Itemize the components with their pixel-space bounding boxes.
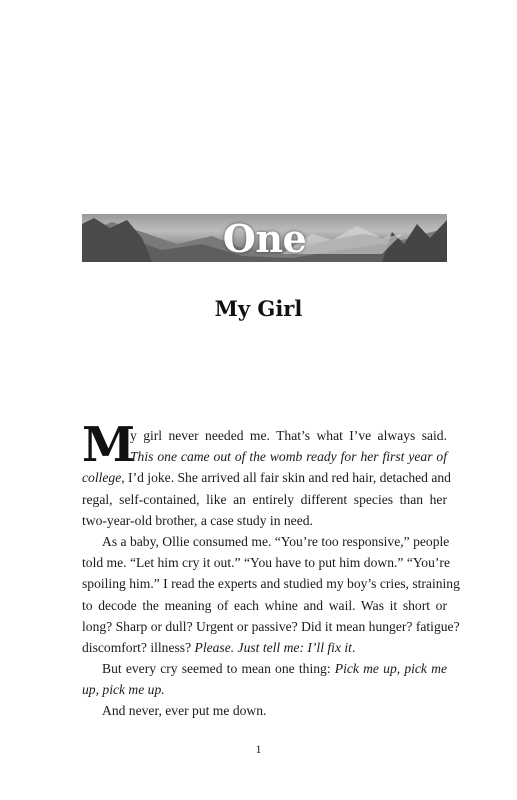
body-text	[82, 417, 460, 722]
text-span: .	[351, 639, 356, 655]
page-number: 1	[255, 742, 262, 756]
text-line	[82, 467, 451, 488]
text-span: Pick me up, pick me	[334, 661, 447, 677]
text-line: This one came out of the womb ready for her first year of	[130, 449, 447, 465]
text-span: college	[82, 470, 122, 486]
text-line: told me. “Let him cry it out.” “You have to put him down.” “You’re	[82, 555, 450, 571]
text-line	[82, 637, 447, 658]
text-line: y girl never needed me. That’s what I’ve always said.	[130, 428, 447, 443]
chapter-banner	[82, 214, 447, 262]
chapter-number: One	[222, 215, 307, 261]
text-line	[82, 658, 447, 679]
text-line: two-year-old brother, a case study in need.	[82, 512, 313, 528]
text-span: , I’d joke. She arrived all fair skin and red hair, detached and	[121, 470, 451, 486]
text-line: regal, self-contained, like an entirely different species than her	[82, 491, 447, 507]
text-line: to decode the meaning of each whine and wail. Was it short or	[82, 597, 447, 613]
text-line: long? Sharp or dull? Urgent or passive? Did it mean hunger? fatigue?	[82, 618, 460, 634]
text-span: Please. Just tell me: I’ll fix it	[194, 639, 352, 655]
text-line: As a baby, Ollie consumed me. “You’re too responsive,” people	[102, 533, 450, 549]
text-span: But every cry seemed to mean one thing:	[102, 661, 335, 677]
text-line: up, pick me up.	[82, 682, 165, 698]
drop-cap: M	[82, 417, 136, 473]
text-line: And never, ever put me down.	[102, 703, 267, 719]
text-line: spoiling him.” I read the experts and studied my boy’s cries, straining	[82, 576, 460, 592]
text-span: discomfort? illness?	[82, 639, 195, 655]
chapter-title: My Girl	[214, 296, 303, 321]
